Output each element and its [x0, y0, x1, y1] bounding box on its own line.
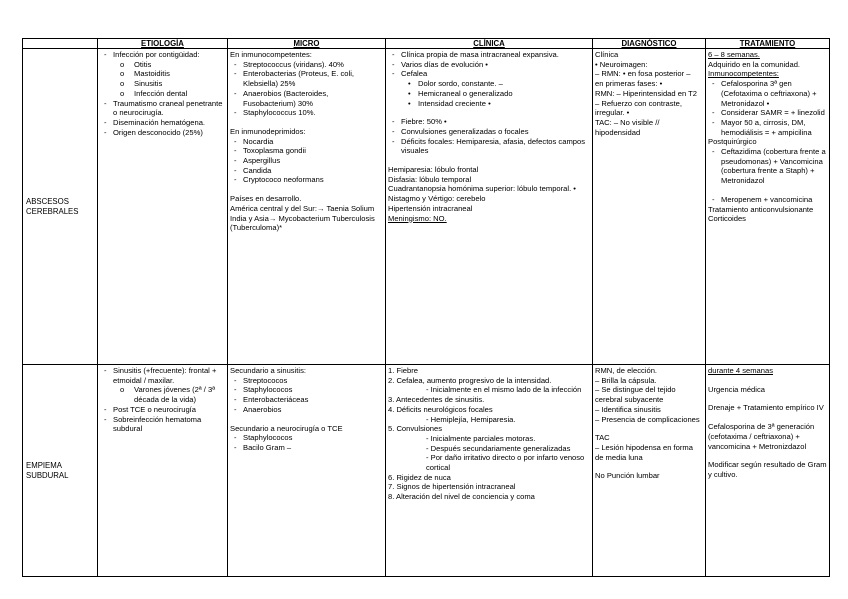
list-item: durante 4 semanas: [708, 366, 774, 375]
list-item: – Se distingue del tejido cerebral subyacente: [595, 385, 676, 405]
cell-diagnostico: [593, 365, 706, 577]
list-item: - Fiebre: 50% •: [388, 117, 590, 127]
cell-diagnostico: [593, 49, 706, 365]
list-item: Disfasia: lóbulo temporal: [388, 174, 472, 184]
list-item: - Toxoplasma gondii: [230, 146, 383, 156]
list-item: Nistagmo y Vértigo: cerebelo: [388, 194, 486, 204]
list-item: • Dolor sordo, constante. –: [388, 79, 590, 89]
list-item: - Staphylococos: [230, 433, 383, 443]
list-item: - Inicialmente parciales motoras.: [426, 433, 536, 443]
list-item: - Cefalea: [388, 69, 590, 79]
list-item: • Intensidad creciente •: [388, 99, 590, 109]
header-clinica: CLÍNICA: [386, 39, 593, 49]
list-item: - Traumatismo craneal penetrante o neurocirugía.: [100, 99, 225, 118]
list-item: – Brilla la cápsula.: [595, 375, 657, 385]
list-item: - Nocardia: [230, 137, 383, 147]
list-item: - Considerar SAMR = + linezolid: [708, 108, 827, 118]
list-item: América central y del Sur:→ Taenia Solium: [230, 203, 375, 213]
list-item: 5. Convulsiones: [388, 424, 443, 434]
list-item: – Presencia de complicaciones: [595, 414, 700, 424]
list-item: - Hemiplejía, Hemiparesia.: [426, 414, 516, 424]
list-item: RMN: – Hiperintensidad en T2 – Refuerzo con contraste, irregular. •: [595, 88, 698, 118]
list-item: Secundario a neurocirugía o TCE: [230, 423, 343, 433]
list-item: - Bacilo Gram –: [230, 443, 383, 453]
cell-micro: [228, 49, 386, 365]
list-item: - Anaerobios: [230, 405, 383, 415]
list-item: Urgencia médica: [708, 384, 765, 394]
list-item: - Mayor 50 a, cirrosis, DM, hemodiálisis = + ampicilina: [708, 118, 827, 137]
list-item: Modificar según resultado de Gram y cultivo.: [708, 460, 827, 479]
list-item: Adquirido en la comunidad.: [708, 59, 801, 69]
list-item: - Enterobacteriáceas: [230, 395, 383, 405]
list-item: TAC: [595, 433, 610, 443]
list-item: Postquirúrgico: [708, 137, 757, 147]
list-item: - Staphylococcus 10%.: [230, 108, 383, 118]
list-item: 2. Cefalea, aumento progresivo de la intensidad.: [388, 375, 552, 385]
cell-etiologia: [98, 365, 228, 577]
list-item: 4. Déficits neurológicos focales: [388, 404, 493, 414]
list-item: o Infección dental: [100, 89, 225, 99]
list-item: - Anaerobios (Bacteroides, Fusobacterium) 30%: [230, 89, 383, 108]
list-item: en primeras fases: •: [595, 79, 663, 89]
list-item: o Mastoiditis: [100, 69, 225, 79]
list-item: - Después secundariamente generalizadas: [426, 443, 571, 453]
cell-micro: [228, 365, 386, 577]
list-item: - Infección por contigüidad:: [100, 50, 225, 60]
list-item: - Sobreinfección hematoma subdural: [100, 415, 225, 434]
list-item: - Aspergillus: [230, 156, 383, 166]
list-item: 6 – 8 semanas.: [708, 50, 760, 59]
list-item: Secundario a sinusitis:: [230, 366, 306, 375]
list-item: 7. Signos de hipertensión intracraneal: [388, 482, 516, 492]
list-item: - Convulsiones generalizadas o focales: [388, 127, 590, 137]
header-tratamiento: TRATAMIENTO: [706, 39, 830, 49]
list-item: • Hemicraneal o generalizado: [388, 89, 590, 99]
list-item: Hemiparesia: lóbulo frontal: [388, 165, 479, 175]
list-item: No Punción lumbar: [595, 471, 660, 481]
list-item: Cuadrantanopsia homónima superior: lóbulo temporal. •: [388, 184, 576, 194]
list-item: - Ceftazidima (cobertura frente a pseudomonas) + Vancomicina (cobertura frente a Staph) + Metronidazol: [708, 147, 827, 186]
header-etiologia: ETIOLOGÍA: [98, 39, 228, 49]
header-row: [23, 39, 830, 49]
list-item: Tratamiento anticonvulsionante Corticoides: [708, 204, 814, 224]
cell-tratamiento: [706, 365, 830, 577]
list-item: 8. Alteración del nivel de conciencia y coma: [388, 492, 535, 502]
list-item: Hipertensión intracraneal: [388, 203, 473, 213]
row-label-empiema: EMPIEMA SUBDURAL: [23, 365, 98, 577]
list-item: de media luna: [595, 452, 643, 462]
list-item: - Cryptococo neoformans: [230, 175, 383, 185]
row-empiema: [23, 365, 830, 577]
header-diagnostico: DIAGNÓSTICO: [593, 39, 706, 49]
list-item: – Identifica sinusitis: [595, 404, 661, 414]
list-item: TAC: – No visible // hipodensidad: [595, 117, 660, 137]
cell-tratamiento: [706, 49, 830, 365]
list-item: – Lesión hipodensa en forma: [595, 442, 693, 452]
list-item: o Otitis: [100, 60, 225, 70]
medical-table: [22, 38, 830, 577]
list-item: India y Asia→ Mycobacterium Tuberculosis (Tuberculoma)*: [230, 213, 375, 233]
list-item: - Post TCE o neurocirugía: [100, 405, 225, 415]
row-abscesos: [23, 49, 830, 365]
list-item: Drenaje + Tratamiento empírico IV: [708, 403, 824, 413]
list-item: - Cefalosporina 3ª gen (Cefotaxima o ceftriaxona) + Metronidazol •: [708, 79, 827, 108]
list-item: Clínica: [595, 50, 619, 59]
list-item: - Streptococos: [230, 376, 383, 386]
row-label-abscesos: ABSCESOS CEREBRALES: [23, 49, 98, 365]
list-item: En inmunocompetentes:: [230, 50, 312, 59]
list-item: - Por daño irritativo directo o por infarto venoso cortical: [426, 453, 585, 473]
cell-etiologia: [98, 49, 228, 365]
list-item: - Staphylococos: [230, 385, 383, 395]
list-item: 6. Rigidez de nuca: [388, 472, 451, 482]
list-item: o Varones jóvenes (2ª / 3ª década de la vida): [100, 385, 225, 404]
list-item: - Diseminación hematógena.: [100, 118, 225, 128]
list-item: • Neuroimagen:: [595, 59, 648, 69]
list-item: - Inicialmente en el mismo lado de la infección: [426, 385, 582, 395]
list-item: En inmunodeprimidos:: [230, 126, 306, 136]
list-item: - Varios días de evolución •: [388, 60, 590, 70]
header-micro: MICRO: [228, 39, 386, 49]
list-item: - Enterobacterias (Proteus, E. coli, Klebsiella) 25%: [230, 69, 383, 88]
list-item: - Candida: [230, 166, 383, 176]
list-item: RMN, de elección.: [595, 366, 658, 375]
list-item: - Origen desconocido (25%): [100, 128, 225, 138]
list-item: - Sinusitis (+frecuente): frontal + etmoidal / maxilar.: [100, 366, 225, 385]
header-empty: [23, 39, 98, 49]
cell-clinica: [386, 49, 593, 365]
list-item: – RMN: • en fosa posterior –: [595, 69, 691, 79]
list-item: - Streptococcus (viridans). 40%: [230, 60, 383, 70]
list-item: - Meropenem + vancomicina: [708, 195, 827, 205]
list-item: 1. Fiebre: [388, 366, 418, 375]
list-item: o Sinusitis: [100, 79, 225, 89]
list-item: Meningismo: NO.: [388, 213, 447, 223]
list-item: 3. Antecedentes de sinusitis.: [388, 395, 485, 405]
list-item: - Déficits focales: Hemiparesia, afasia, defectos campos visuales: [388, 137, 590, 156]
cell-clinica: [386, 365, 593, 577]
list-item: Países en desarrollo.: [230, 194, 302, 204]
list-item: Cefalosporina de 3ª generación (cefotaxima / ceftriaxona) + vancomicina + Metronizdazol: [708, 422, 815, 451]
list-item: - Clínica propia de masa intracraneal expansiva.: [388, 50, 590, 60]
list-item: Inmunocompetentes:: [708, 69, 779, 79]
